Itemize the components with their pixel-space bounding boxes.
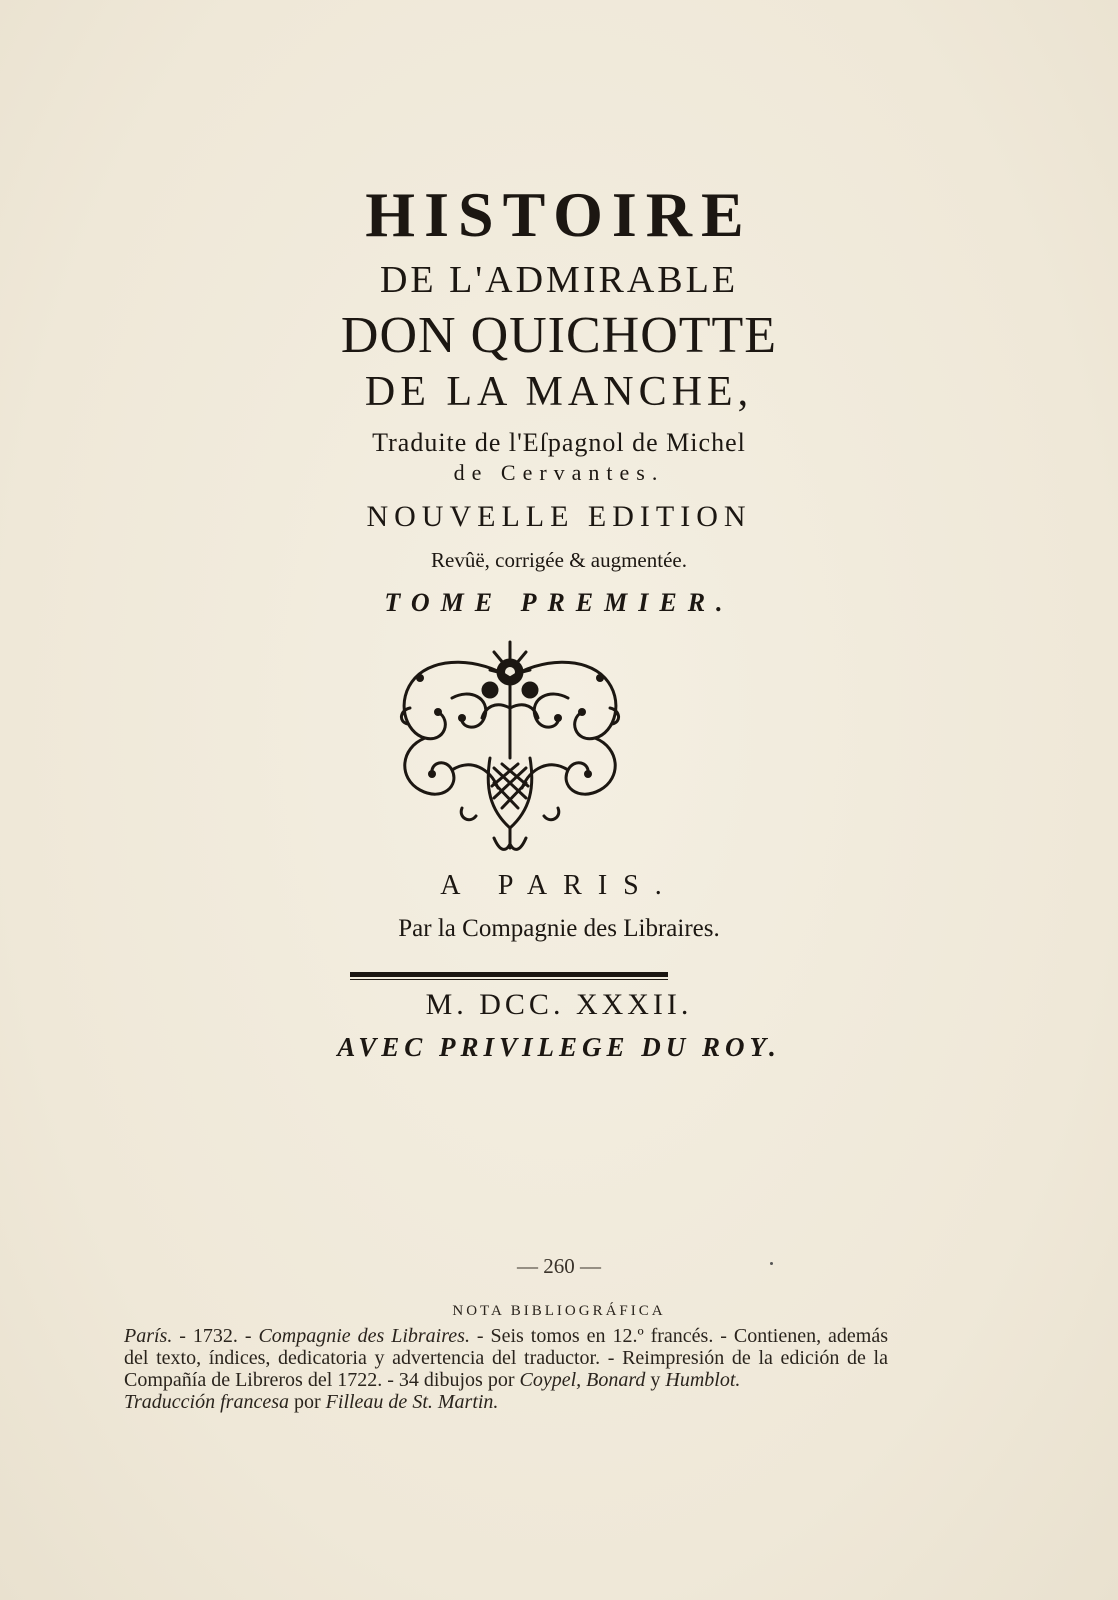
biblio-description: - Seis tomos en 12.º francés. - Contienen, además del texto, índices, dedicatoria y advertencia del traductor. - Reimpresión de la edición de la Compañía de Libreros del 1722. - 34 dibujos por — [124, 1325, 889, 1391]
translator-name: Filleau de St. Martin. — [325, 1391, 499, 1413]
translation-line: Traduite de l'Eſpagnol de Michel — [372, 428, 746, 457]
volume-line: TOME PREMIER. — [384, 588, 734, 617]
biblio-artist-bonard: Bonard — [586, 1369, 646, 1391]
biblio-place: París. — [124, 1325, 173, 1347]
privilege-line: AVEC PRIVILEGE DU ROY. — [337, 1032, 781, 1062]
place-line: A PARIS. — [440, 870, 678, 901]
biblio-date: - 1732. - — [172, 1325, 259, 1347]
page-number: — 260 — — [517, 1254, 601, 1278]
divider-rule-thin — [350, 979, 668, 980]
ink-speck — [770, 1262, 773, 1265]
biblio-translation — [124, 1391, 888, 1413]
title-de-la-manche: DE LA MANCHE, — [364, 369, 754, 415]
nota-heading: NOTA BIBLIOGRÁFICA — [452, 1303, 666, 1319]
edition-line: NOUVELLE EDITION — [366, 500, 752, 533]
revision-line: Revûë, corrigée & augmentée. — [431, 548, 687, 572]
author-line: de Cervantes. — [453, 460, 665, 485]
biblio-artist-humblot: Humblot. — [665, 1369, 741, 1391]
biblio-publisher: Compagnie des Libraires. — [258, 1325, 470, 1347]
title-histoire: HISTOIRE — [365, 179, 753, 250]
translation-por: por — [289, 1391, 326, 1413]
biblio-artist-coypel: Coypel, — [519, 1369, 582, 1391]
year-line: M. DCC. XXXII. — [425, 988, 693, 1021]
floral-ornament-icon — [390, 638, 630, 860]
title-don-quichotte: DON QUICHOTTE — [340, 307, 778, 364]
divider-rule — [350, 972, 668, 977]
biblio-paragraph — [124, 1325, 888, 1391]
biblio-conjunction: y — [645, 1369, 666, 1391]
bibliographic-note — [124, 1325, 888, 1413]
translation-label: Traducción francesa — [124, 1391, 289, 1413]
title-de-ladmirable: DE L'ADMIRABLE — [379, 259, 739, 301]
publisher-line: Par la Compagnie des Libraires. — [398, 915, 720, 942]
